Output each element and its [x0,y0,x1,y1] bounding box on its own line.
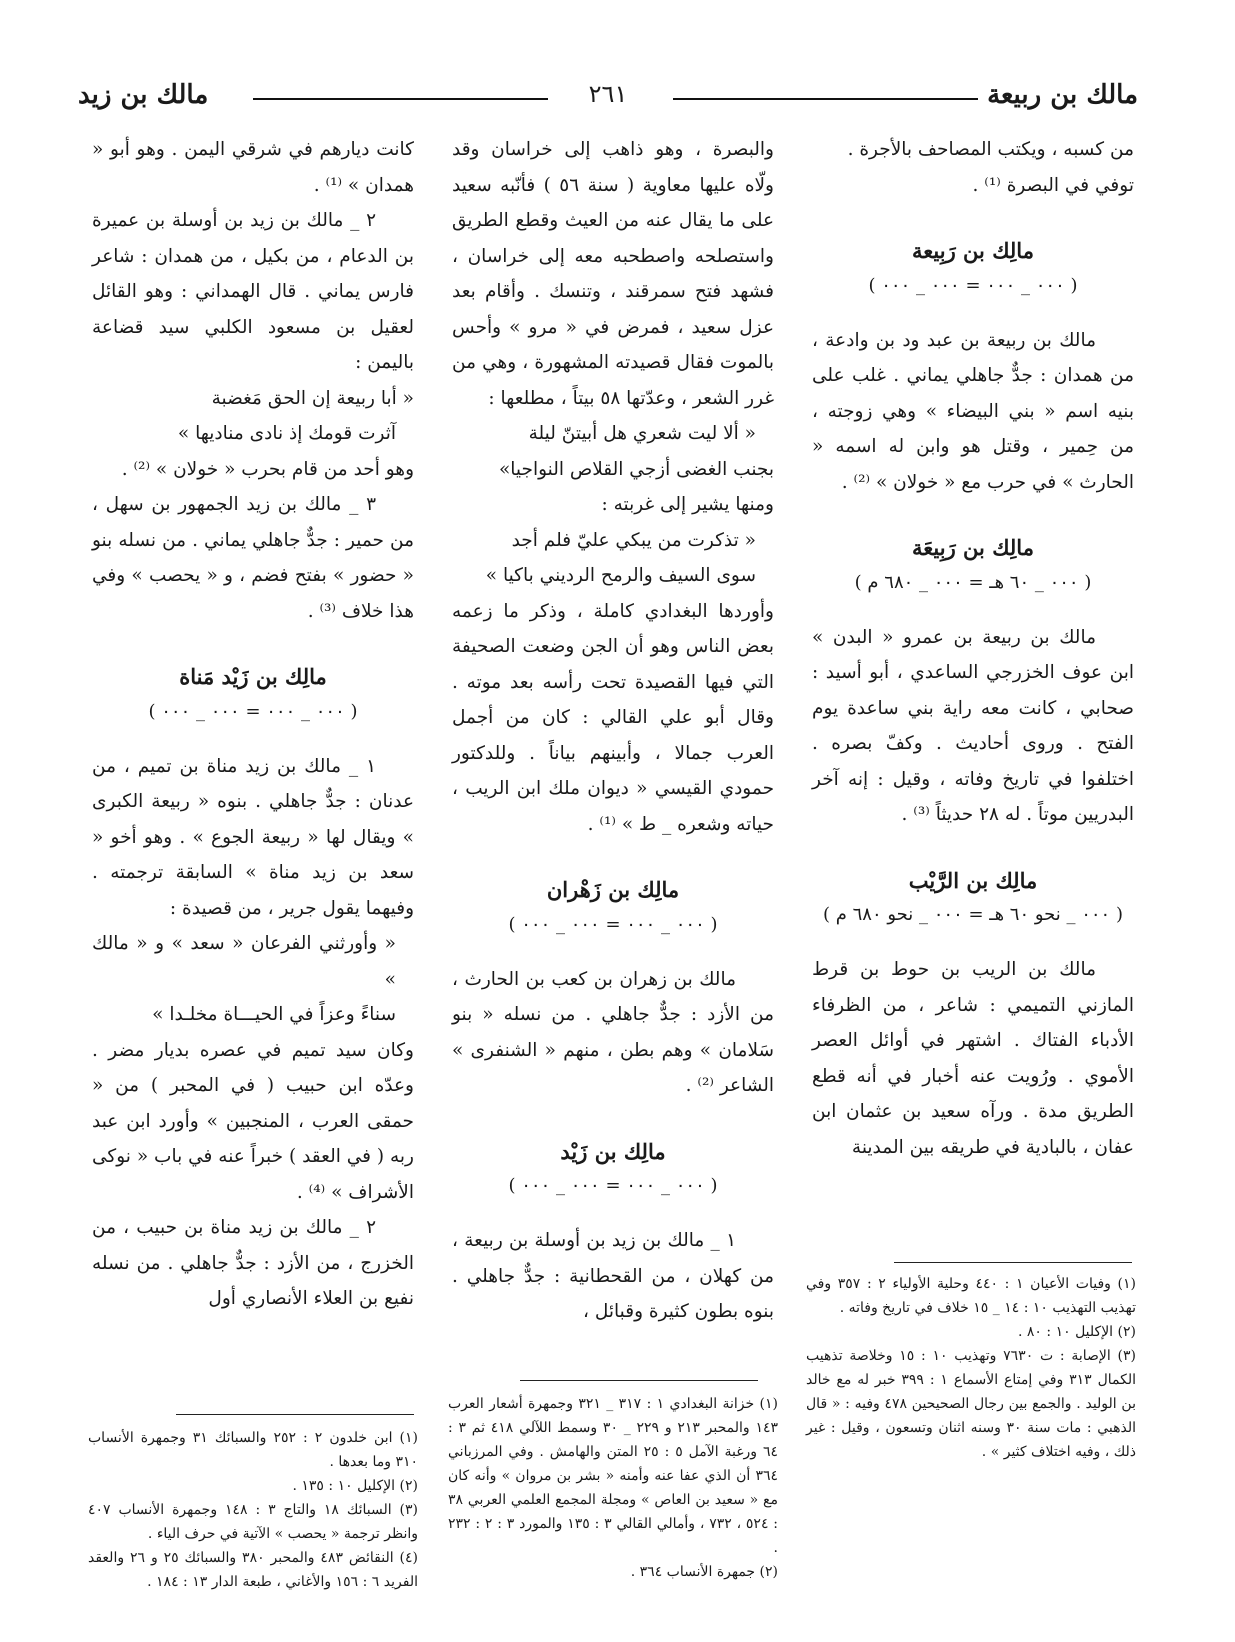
entry-text: مالك بن ربيعة بن عبد ود بن وادعة ، من همدان : جدٌّ جاهلي يماني . غلب على بنيه اسم « بني البيضاء » وهي زوجته ، من حِمير ، وقتل هو وابن له اسمه « الحارث » في حرب مع « خولان » ⁽²⁾ . [812,329,1134,493]
body-line: ومنها يشير إلى غربته : [601,494,774,515]
entry-text: مالك بن زهران بن كعب بن الحارث ، من الأزد : جدٌّ جاهلي . من نسله « بنو سَلامان » وهم بطن ، منهم « الشنفرى » الشاعر ⁽²⁾ . [452,968,774,1096]
verse-line: « وأورثني الفرعان « سعد » و « مالك » [92,933,396,990]
entry-title: مالِك بن رَبِيعة [912,238,1034,263]
continued-text: كانت ديارهم في شرقي اليمن . وهو أبو « همدان » ⁽¹⁾ . [92,139,414,196]
entry-text: مالك بن ربيعة بن عمرو « البدن » ابن عوف الخزرجي الساعدي ، أبو أسيد : صحابي ، كانت معه راية بني ساعدة يوم الفتح . وروى أحاديث . وكفّ بصره . اختلفوا في تاريخ وفاته ، وقيل : إنه آخر البدريين موتاً . له ٢٨ حديثاً ⁽³⁾ . [812,626,1134,825]
entry-dates: ( ٠٠٠ _ ٠٠٠ = ٠٠٠ _ ٠٠٠ ) [508,913,718,935]
body-text: وأوردها البغدادي كاملة ، وذكر ما زعمه بعض الناس وهو أن الجن وضعت الصحيفة التي فيها القصيدة تحت رأسه بعد موته . وقال أبو علي القالي : كان من أجمل العرب جمالا ، وأبينهم بياناً . وللدكتور حمودي القيسي « ديوان ملك ابن الريب ، حياته وشعره _ ط » ⁽¹⁾ . [452,600,774,835]
entry-text: ١ _ مالك بن زيد بن أوسلة بن ربيعة ، من كهلان ، من القحطانية : جدٌّ جاهلي . بنوه بطون كثيرة وقبائل ، [452,1230,774,1322]
footnote-rule [894,1262,1132,1263]
footnote: (١) وفيات الأعيان ١ : ٤٤٠ وحلية الأولياء ٢ : ٣٥٧ وفي تهذيب التهذيب ١٠ : ١٤ _ ١٥ خلاف في تاريخ وفاته . [806,1276,1137,1316]
continued-text: والبصرة ، وهو ذاهب إلى خراسان وقد ولّاه عليها معاوية ( سنة ٥٦ ) فأنّبه سعيد على ما يقال عنه من العيث وقطع الطريق واستصلحه واصطحبه معه إلى خراسان ، فشهد فتح سمرقند ، وتنسك . وأقام بعد عزل سعيد ، فمرض في « مرو » وأحس بالموت فقال قصيدته المشهورة ، وهي من غرر الشعر ، وعدّتها ٥٨ بيتاً ، مطلعها : [452,139,774,409]
footnote: (١) خزانة البغدادي ١ : ٣١٧ _ ٣٢١ وجمهرة أشعار العرب ١٤٣ والمحبر ٢١٣ و ٢٢٩ _ ٣٠ وسمط اللآلي ٤١٨ ثم ٣ : ٦٤ ورغبة الآمل ٥ : ٢٥ المتن والهامش . وفي المرزباني ٣٦٤ أن الذي عفا عنه وأمنه « بشر بن مروان » وأنه كان مع « سعيد بن العاص » ومجلة المجمع العلمي العربي ٣٨ : ٥٢٤ ، ٧٣٢ ، وأمالي القالي ٣ : ١٣٥ والمورد ٣ : ٢ : ٢٣٢ . [448,1396,778,1556]
entry-title: مالِك بن زَيْد [560,1138,666,1164]
continued-line: من كسبه ، ويكتب المصاحف بالأجرة . [847,139,1134,160]
footnotes-middle [448,1392,778,1584]
verse-line: بجنب الغضى أزجي القلاص النواجيا» [498,458,774,480]
entry-title: مالِك بن زَهْران [546,877,680,902]
body-line: وهو أحد من قام بحرب « خولان » ⁽²⁾ . [121,458,414,480]
entry-dates: ( ٠٠٠ _ ٠٠٠ = ٠٠٠ _ ٠٠٠ ) [868,274,1078,296]
body-text: وكان سيد تميم في عصره بديار مضر . وعدّه ابن حبيب ( في المحبر ) من « حمقى العرب ، المنجبين » وأورد ابن عبد ربه ( في العقد ) خبراً عنه في باب « نوكى الأشراف » ⁽⁴⁾ . [92,1039,414,1203]
page-number: ٢٦١ [588,80,628,108]
footnote: (١) ابن خلدون ٢ : ٢٥٢ والسبائك ٣١ وجمهرة الأنساب ٣١٠ وما بعدها . [88,1430,418,1470]
entry-text: ٢ _ مالك بن زيد مناة بن حبيب ، من الخزرج ، من الأزد : جدٌّ جاهلي . من نسله نفيع بن العلاء الأنصاري أول [92,1217,414,1309]
body-text: ٣ _ مالك بن زيد الجمهور بن سهل ، من حمير : جدٌّ جاهلي يماني . من نسله بنو « حضور » بفتح فضم ، و « يحصب » وفي هذا خلاف ⁽³⁾ . [92,494,414,622]
footnote: (٣) الإصابة : ت ٧٦٣٠ وتهذيب ١٠ : ١٥ وخلاصة تذهيب الكمال ٣١٣ وفي إمتاع الأسماع ١ : ٣٩٩ خبر له مع خالد بن الوليد . والجمع بين رجال الصحيحين ٤٧٨ وفيه : « قال الذهبي : مات سنة ٣٠ وسنه اثنان وتسعون ، وقيل : غير ذلك ، وفيه اختلاف كثير » . [806,1348,1137,1460]
column-middle [452,132,774,1330]
continued-line: توفي في البصرة ⁽¹⁾ . [972,174,1134,196]
entry-title: مالِك بن رَبِيعَة [912,535,1034,560]
verse-line: آثرت قومك إذ نادى مناديها » [177,423,396,444]
entry-dates: ( ٠٠٠ _ ٦٠ هـ = ٠٠٠ _ ٦٨٠ م ) [854,571,1092,593]
entry-text: مالك بن الريب بن حوط بن قرط المازني التميمي : شاعر ، من الظرفاء الأدباء الفتاك . اشتهر في أوائل العصر الأموي . ورُويت عنه أخبار في أنه قطع الطريق مدة . ورآه سعيد بن عثمان ابن عفان ، بالبادية في طريقه بين المدينة [812,959,1134,1158]
running-header [78,72,1138,112]
entry-title: مالِك بن الرَّيْب [908,867,1038,893]
footnote: (٣) السبائك ١٨ والتاج ٣ : ١٤٨ وجمهرة الأنساب ٤٠٧ وانظر ترجمة « يحصب » الآتية في حرف الياء . [88,1502,419,1542]
entry-text: ١ _ مالك بن زيد مناة بن تميم ، من عدنان : جدٌّ جاهلي . بنوه « ربيعة الكبرى » ويقال لها « ربيعة الجوع » . وهو أخو « سعد بن زيد مناة » السابقة ترجمته . وفيهما يقول جرير ، من قصيدة : [92,755,414,919]
footnote: (٢) الإكليل ١٠ : ٨٠ . [1018,1324,1136,1340]
verse-line: « تذكرت من يبكي عليّ فلم أجد [511,529,756,551]
header-rule-left [253,98,548,100]
entry-dates: ( ٠٠٠ _ ٠٠٠ = ٠٠٠ _ ٠٠٠ ) [148,700,358,722]
verse-line: سناءً وعزاً في الحيـــاة مخلـدا » [152,1004,396,1025]
body-text: ٢ _ مالك بن زيد بن أوسلة بن عميرة بن الدعام ، من بكيل ، من همدان : شاعر فارس يماني . قال الهمداني : وهو القائل لعقيل بن مسعود الكلبي سيد قضاعة باليمن : [92,210,414,373]
footnote: (٢) الإكليل ١٠ : ١٣٥ . [292,1478,418,1494]
verse-line: « أبا ربيعة إن الحق مَغضبة [211,387,414,409]
verse-line: « ألا ليت شعري هل أبيتنّ ليلة [528,423,756,444]
verse-line: سوى السيف والرمح الرديني باكيا » [485,565,756,586]
entry-dates: ( ٠٠٠ _ نحو ٦٠ هـ = ٠٠٠ _ نحو ٦٨٠ م ) [823,904,1123,925]
column-right [812,132,1134,1165]
footnotes-left [88,1426,418,1594]
footnotes-right [806,1272,1136,1464]
header-left-title: مالك بن زيد [78,80,209,110]
entry-dates: ( ٠٠٠ _ ٠٠٠ = ٠٠٠ _ ٠٠٠ ) [508,1175,718,1196]
footnote-rule [520,1380,758,1381]
column-left [92,132,414,1317]
footnote: (٤) النقائض ٤٨٣ والمحبر ٣٨٠ والسبائك ٢٥ و ٢٦ والعقد الفريد ٦ : ١٥٦ والأغاني ، طبعة الدار ١٣ : ١٨٤ . [88,1550,418,1590]
entry-title: مالِك بن زَيْد مَناة [179,664,327,689]
header-right-title: مالك بن ربيعة [987,80,1138,110]
footnote: (٢) جمهرة الأنساب ٣٦٤ . [630,1564,778,1580]
footnote-rule [176,1414,414,1415]
